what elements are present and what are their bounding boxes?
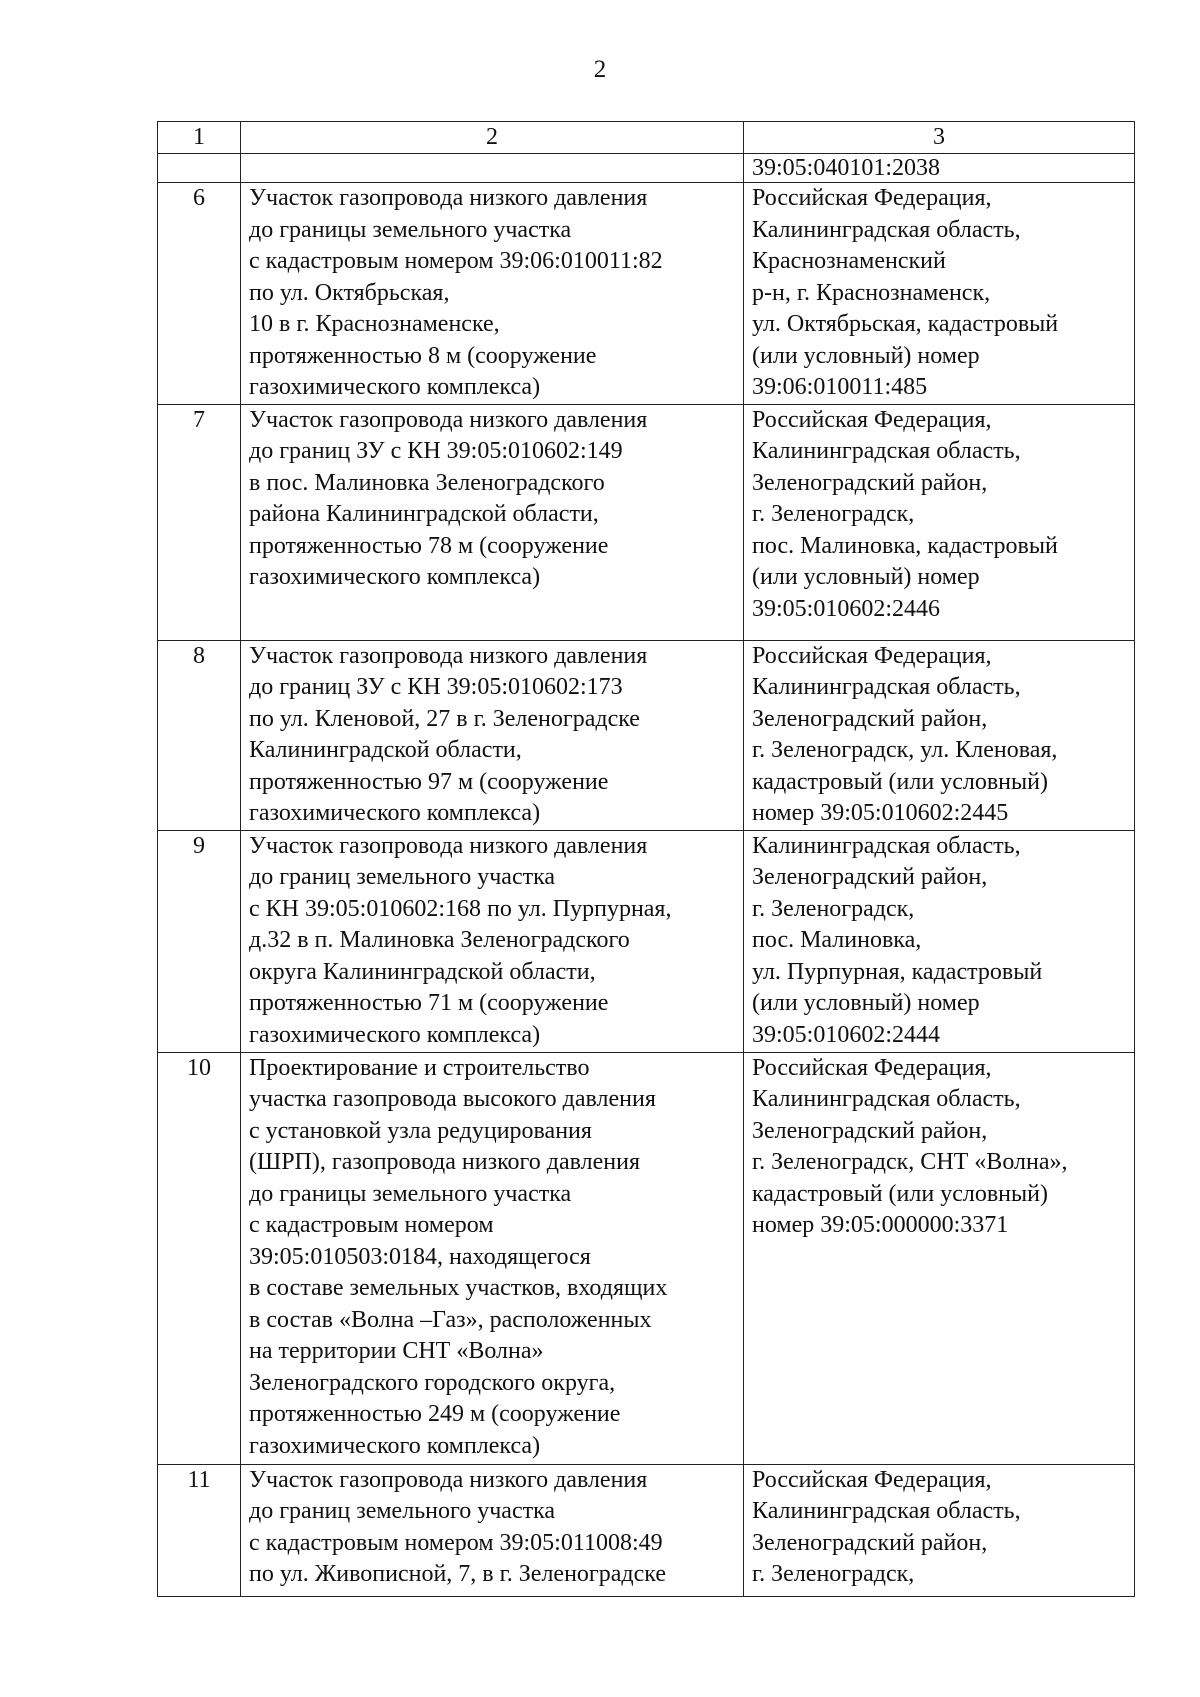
object-description [241, 154, 744, 183]
page-number: 2 [593, 56, 607, 83]
row-number: 9 [158, 830, 241, 1052]
row-number: 10 [158, 1052, 241, 1464]
table-row [158, 1464, 1135, 1596]
row-number: 11 [158, 1464, 241, 1596]
row-number [158, 154, 241, 183]
object-location: Калининградская область, Зеленоградский район, г. Зеленоградск, пос. Малиновка, ул. Пурпурная, кадастровый (или условный) номер 39:05:010602:2444 [744, 830, 1135, 1052]
header-col-1: 1 [158, 122, 241, 154]
row-number: 6 [158, 183, 241, 405]
row-number: 8 [158, 640, 241, 830]
object-location: Российская Федерация, Калининградская область, Зеленоградский район, г. Зеленоградск, [744, 1464, 1135, 1596]
object-location: Российская Федерация, Калининградская область, Зеленоградский район, г. Зеленоградск, пос. Малиновка, кадастровый (или условный) номер 39:05:010602:2446 [744, 404, 1135, 640]
table-row [158, 183, 1135, 405]
table-row [158, 640, 1135, 830]
table-row-continuation [158, 154, 1135, 183]
object-description: Участок газопровода низкого давления до границы земельного участка с кадастровым номером 39:06:010011:82 по ул. Октябрьская, 10 в г. Краснознаменске, протяженностью 8 м (сооружение газохимического комплекса) [241, 183, 744, 405]
object-description: Проектирование и строительство участка газопровода высокого давления с установкой узла редуцирования (ШРП), газопровода низкого давления до границы земельного участка с кадастровым номером 39:05:010503:0184, находящегося в составе земельных участков, входящих в состав «Волна –Газ», расположенных на территории СНТ «Волна» Зеленоградского городского округа, протяженностью 249 м (сооружение газохимического комплекса) [241, 1052, 744, 1464]
row-number: 7 [158, 404, 241, 640]
table-row [158, 1052, 1135, 1464]
object-location: 39:05:040101:2038 [744, 154, 1135, 183]
table-header-row [158, 122, 1135, 154]
objects-table [157, 121, 1135, 1597]
object-location: Российская Федерация, Калининградская область, Зеленоградский район, г. Зеленоградск, СНТ «Волна», кадастровый (или условный) номер 39:05:000000:3371 [744, 1052, 1135, 1464]
object-description: Участок газопровода низкого давления до границ земельного участка с кадастровым номером 39:05:011008:49 по ул. Живописной, 7, в г. Зеленоградске [241, 1464, 744, 1596]
table-row [158, 404, 1135, 640]
object-description: Участок газопровода низкого давления до границ ЗУ с КН 39:05:010602:173 по ул. Кленовой, 27 в г. Зеленоградске Калининградской области, протяженностью 97 м (сооружение газохимического комплекса) [241, 640, 744, 830]
object-description: Участок газопровода низкого давления до границ ЗУ с КН 39:05:010602:149 в пос. Малиновка Зеленоградского района Калининградской области, протяженностью 78 м (сооружение газохимического комплекса) [241, 404, 744, 640]
header-col-3: 3 [744, 122, 1135, 154]
object-location: Российская Федерация, Калининградская область, Зеленоградский район, г. Зеленоградск, ул. Кленовая, кадастровый (или условный) номер 39:05:010602:2445 [744, 640, 1135, 830]
table-row [158, 830, 1135, 1052]
object-location: Российская Федерация, Калининградская область, Краснознаменский р-н, г. Краснознаменск, ул. Октябрьская, кадастровый (или условный) номер 39:06:010011:485 [744, 183, 1135, 405]
header-col-2: 2 [241, 122, 744, 154]
object-description: Участок газопровода низкого давления до границ земельного участка с КН 39:05:010602:168 по ул. Пурпурная, д.32 в п. Малиновка Зеленоградского округа Калининградской области, протяженностью 71 м (сооружение газохимического комплекса) [241, 830, 744, 1052]
